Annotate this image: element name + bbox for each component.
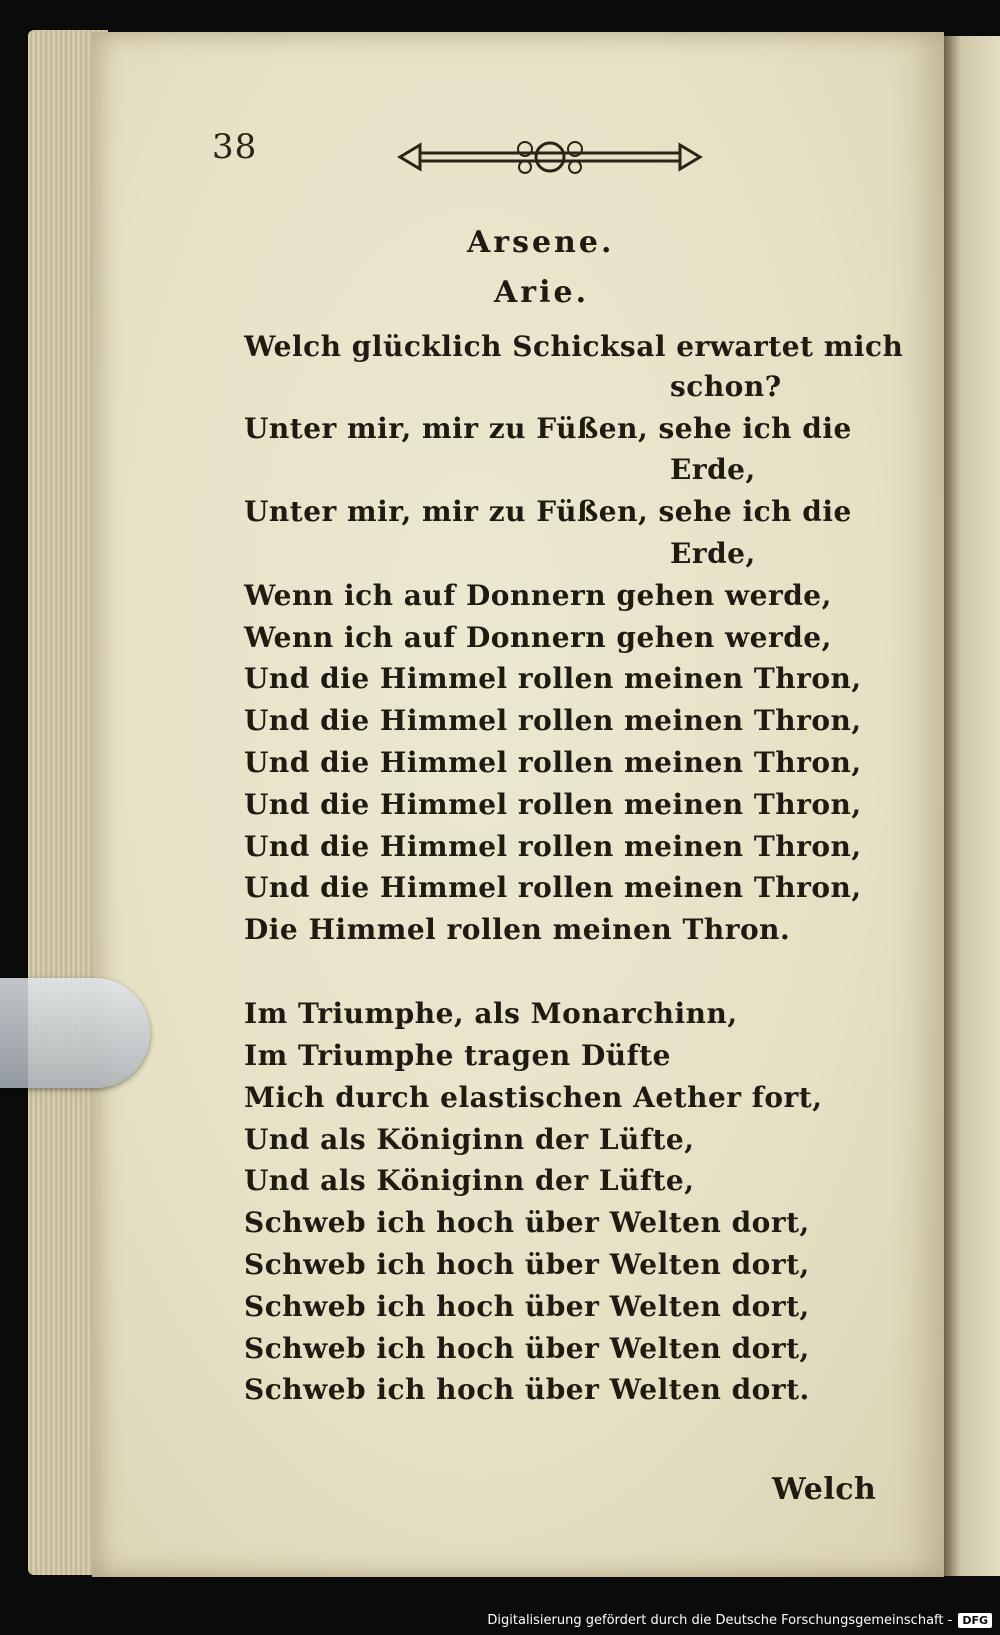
credit-text: Digitalisierung gefördert durch die Deutsche Forschungsgemeinschaft - [487,1612,953,1628]
verse-line: Mich durch elastischen Aether fort, [244,1081,823,1114]
verse-line: Und die Himmel rollen meinen Thron, [244,830,862,863]
book-page [92,32,944,1577]
verse-line: Und die Himmel rollen meinen Thron, [244,746,862,779]
dfg-logo: DFG [958,1613,992,1628]
verse-line: Und als Königinn der Lüfte, [244,1123,695,1156]
verse-line: Unter mir, mir zu Füßen, sehe ich die [244,495,852,528]
verse-line: Wenn ich auf Donnern gehen werde, [244,579,832,612]
verse-line: Welch glücklich Schicksal erwartet mich [244,330,904,363]
verse-line: Erde, [670,453,756,486]
verse-line: Im Triumphe tragen Düfte [244,1039,671,1072]
verse-line: Schweb ich hoch über Welten dort, [244,1290,810,1323]
verse-line: Die Himmel rollen meinen Thron. [244,913,791,946]
facing-page-edge [944,36,1000,1576]
verse-line: Und die Himmel rollen meinen Thron, [244,704,862,737]
verse-line: Und als Königinn der Lüfte, [244,1164,695,1197]
verse-line: Und die Himmel rollen meinen Thron, [244,788,862,821]
digitization-credit [487,1609,992,1631]
verse-line: Schweb ich hoch über Welten dort. [244,1373,810,1406]
page-number: 38 [212,127,258,167]
speaker-name: Arsene. [467,225,615,260]
verse-line: schon? [670,370,782,403]
verse-line: Im Triumphe, als Monarchinn, [244,997,738,1030]
verse-line: Und die Himmel rollen meinen Thron, [244,871,862,904]
verse-line: Schweb ich hoch über Welten dort, [244,1248,810,1281]
text-block [92,32,944,1577]
bookmark-clip [0,978,150,1088]
catchword: Welch [772,1472,877,1507]
verse-line: Schweb ich hoch über Welten dort, [244,1206,810,1239]
verse-line: Schweb ich hoch über Welten dort, [244,1332,810,1365]
verse-line: Unter mir, mir zu Füßen, sehe ich die [244,412,852,445]
verse-line: Erde, [670,537,756,570]
verse-line: Wenn ich auf Donnern gehen werde, [244,621,832,654]
verse-line: Und die Himmel rollen meinen Thron, [244,662,862,695]
aria-heading: Arie. [494,275,590,310]
